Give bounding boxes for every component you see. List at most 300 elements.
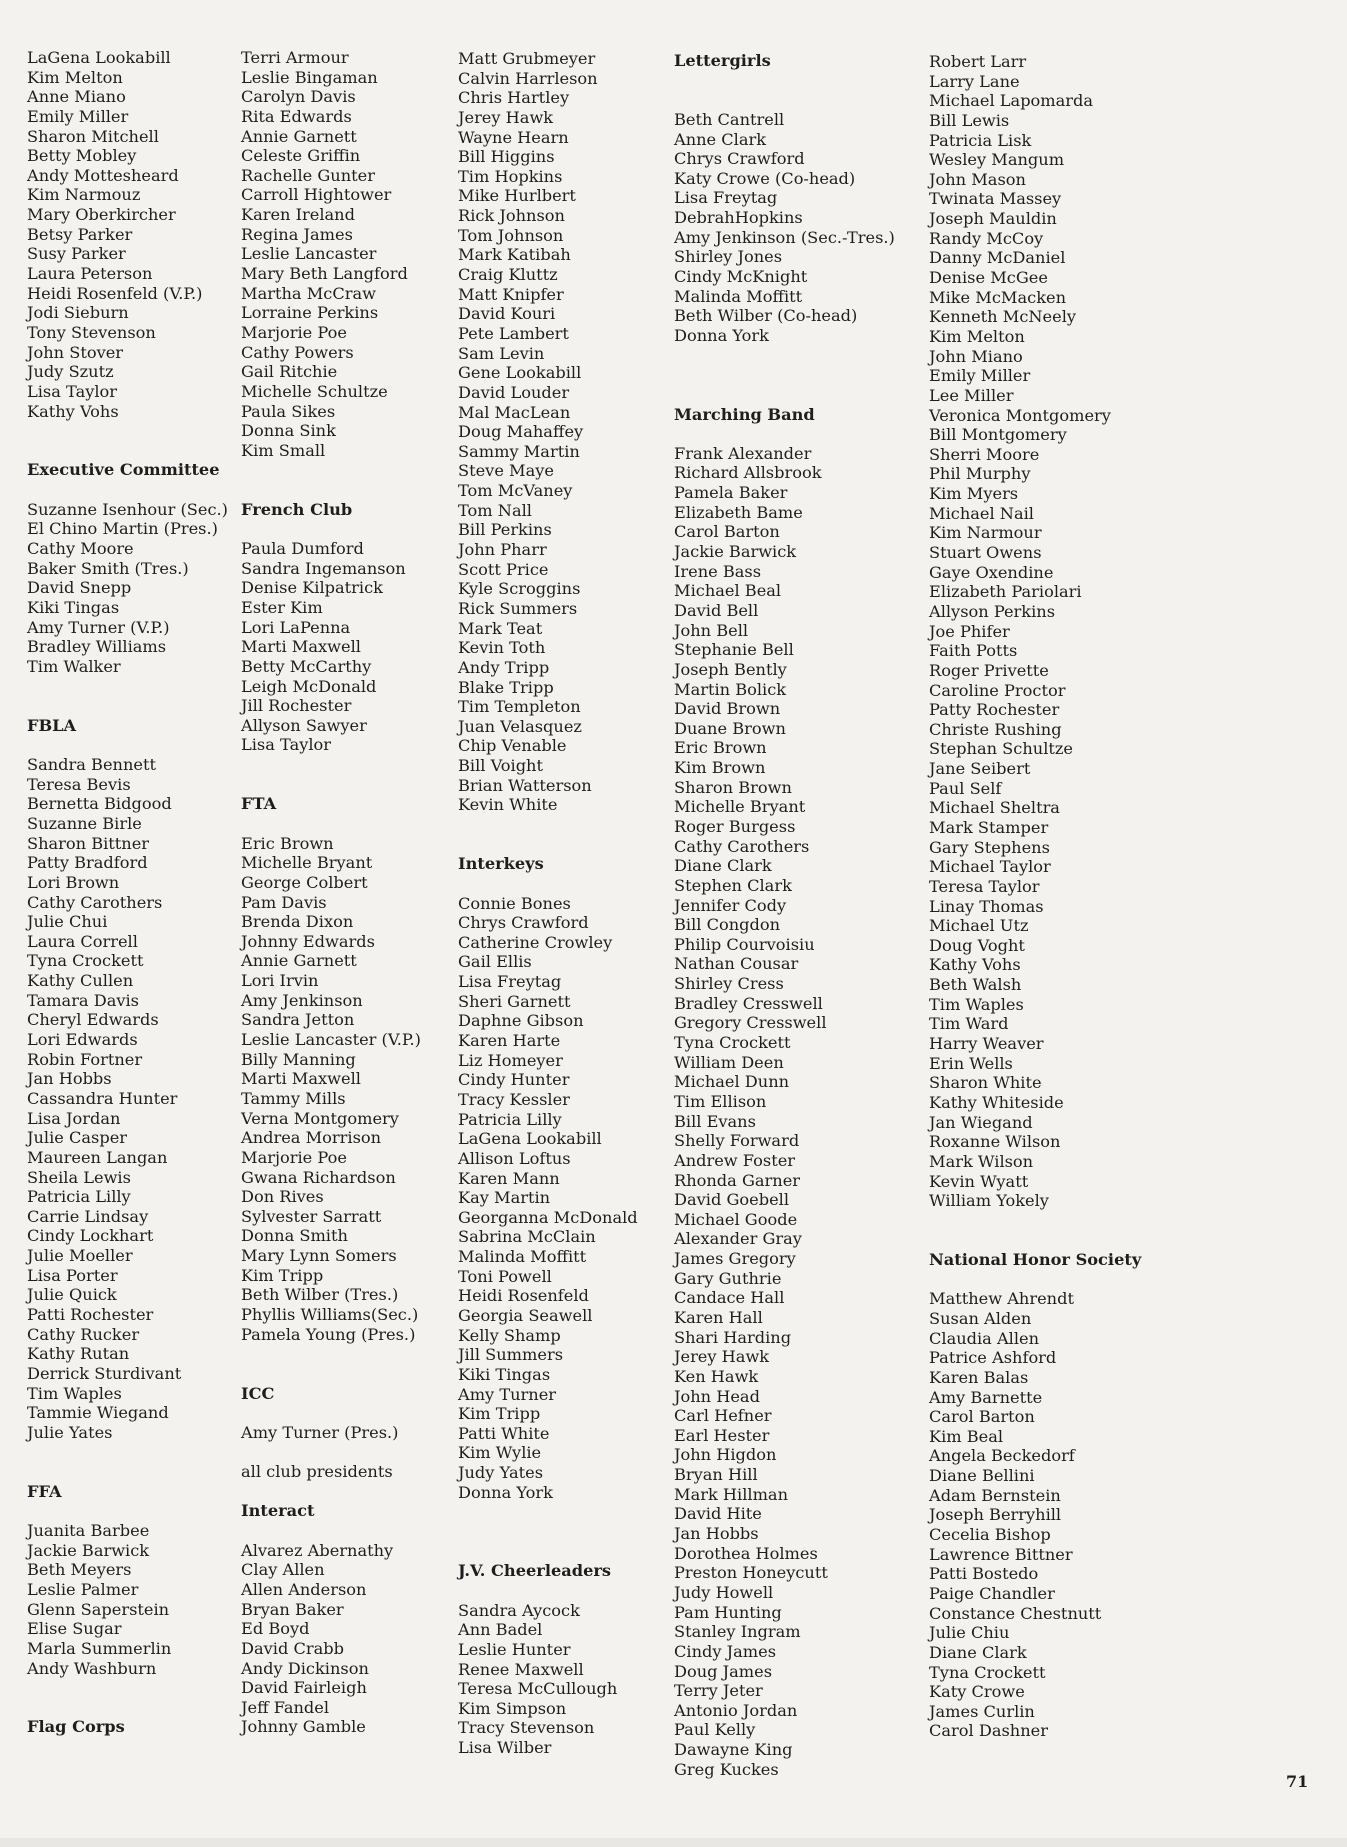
member-name: Bryan Baker: [241, 1599, 344, 1619]
member-name: Susy Parker: [27, 244, 126, 264]
member-name: John Bell: [674, 620, 749, 640]
member-name: Allyson Sawyer: [241, 715, 367, 735]
member-name: Jeff Fandel: [241, 1697, 330, 1717]
member-name: David Brown: [674, 699, 781, 719]
member-name: Bradley Cresswell: [674, 993, 823, 1013]
member-name: Teresa Taylor: [929, 876, 1040, 896]
member-name: Carroll Hightower: [241, 185, 392, 205]
member-name: Elise Sugar: [27, 1619, 122, 1639]
member-name: Lawrence Bittner: [929, 1544, 1073, 1564]
member-name: Betty McCarthy: [241, 656, 372, 676]
member-name: Joseph Bently: [674, 659, 787, 679]
member-name: Tammie Wiegand: [27, 1403, 169, 1423]
member-name: Rick Johnson: [458, 206, 565, 226]
member-name: Elizabeth Bame: [674, 502, 803, 522]
member-name: Beth Cantrell: [674, 109, 785, 129]
member-name: Carl Hefner: [674, 1406, 772, 1426]
roster-column-2: [241, 48, 421, 1737]
member-name: Mary Beth Langford: [241, 264, 408, 284]
member-name: Bill Congdon: [674, 915, 781, 935]
member-name: Carol Dashner: [929, 1721, 1048, 1741]
section-heading: FFA: [27, 1481, 62, 1501]
member-name: Wayne Hearn: [458, 127, 569, 147]
member-name: Denise McGee: [929, 268, 1048, 288]
section-heading: Executive Committee: [27, 460, 220, 480]
member-name: Gregory Cresswell: [674, 1013, 827, 1033]
member-name: Leslie Lancaster: [241, 244, 377, 264]
member-name: Andy Tripp: [458, 657, 550, 677]
member-name: Tom Nall: [458, 500, 532, 520]
member-name: Denise Kilpatrick: [241, 578, 383, 598]
roster-column-3: [458, 49, 638, 1758]
member-name: Sharon Mitchell: [27, 126, 159, 146]
member-name: Jerey Hawk: [458, 107, 554, 127]
member-name: Marjorie Poe: [241, 1147, 347, 1167]
spacer: [241, 1442, 421, 1462]
member-name: Susan Alden: [929, 1309, 1032, 1328]
member-name: Tim Hopkins: [458, 166, 563, 186]
member-name: Doug James: [674, 1661, 773, 1681]
member-name: Chris Hartley: [458, 88, 570, 108]
member-name: Bernetta Bidgood: [27, 794, 172, 814]
member-name: Carrie Lindsay: [27, 1206, 149, 1226]
member-name: Kenneth McNeely: [929, 307, 1077, 327]
member-name: LaGena Lookabill: [27, 48, 171, 67]
member-name: Paul Self: [929, 778, 1002, 798]
member-name: Marti Maxwell: [241, 637, 361, 657]
member-name: Marti Maxwell: [241, 1069, 361, 1089]
member-name: Tyna Crockett: [27, 951, 144, 971]
member-name: Betsy Parker: [27, 224, 133, 244]
member-name: Gail Ritchie: [241, 362, 338, 382]
spacer: [241, 460, 421, 480]
member-name: Amy Jenkinson (Sec.-Tres.): [674, 227, 895, 247]
section-heading: Interact: [241, 1501, 315, 1521]
member-name: Andy Washburn: [27, 1658, 157, 1678]
member-name: Martin Bolick: [674, 679, 787, 699]
member-name: Sharon White: [929, 1073, 1042, 1093]
member-name: Claudia Allen: [929, 1328, 1040, 1348]
spacer: [929, 1230, 1141, 1250]
member-name: Beth Meyers: [27, 1560, 132, 1580]
spacer: [27, 421, 228, 441]
member-name: John Higdon: [674, 1445, 777, 1465]
member-name: David Crabb: [241, 1638, 344, 1658]
member-name: Michael Lapomarda: [929, 91, 1094, 111]
member-name: Lee Miller: [929, 385, 1014, 405]
member-name: David Goebell: [674, 1190, 790, 1210]
member-name: Allison Loftus: [458, 1148, 571, 1168]
member-name: Malinda Moffitt: [674, 286, 803, 306]
member-name: Carol Barton: [929, 1407, 1035, 1427]
member-name: Heidi Rosenfeld: [458, 1286, 589, 1306]
member-name: Blake Tripp: [458, 677, 554, 697]
member-name: Cassandra Hunter: [27, 1088, 178, 1108]
member-name: Beth Walsh: [929, 975, 1022, 995]
spacer: [27, 1462, 228, 1482]
member-name: Cindy James: [674, 1641, 777, 1661]
member-name: Tamara Davis: [27, 990, 139, 1010]
member-name: Pam Hunting: [674, 1602, 782, 1622]
member-name: Brenda Dixon: [241, 912, 354, 932]
member-name: Joseph Berryhill: [929, 1505, 1062, 1525]
member-name: Karen Ireland: [241, 205, 355, 225]
member-name: James Curlin: [929, 1701, 1035, 1721]
member-name: Gary Guthrie: [674, 1268, 782, 1288]
member-name: Richard Allsbrook: [674, 463, 822, 483]
member-name: all club presidents: [241, 1462, 393, 1482]
section-heading: Marching Band: [674, 404, 815, 424]
member-name: Roxanne Wilson: [929, 1132, 1061, 1152]
member-name: Stephan Schultze: [929, 739, 1073, 759]
spacer: [458, 874, 638, 894]
spacer: [241, 775, 421, 795]
member-name: Tim Walker: [27, 656, 121, 676]
member-name: James Gregory: [674, 1249, 796, 1269]
spacer: [27, 441, 228, 461]
roster-column-5: [929, 52, 1141, 1741]
spacer: [27, 677, 228, 697]
member-name: Doug Voght: [929, 935, 1025, 955]
member-name: Connie Bones: [458, 893, 571, 913]
member-name: Paula Dumford: [241, 539, 364, 559]
member-name: Cathy Rucker: [27, 1324, 140, 1344]
member-name: Caroline Proctor: [929, 680, 1066, 700]
member-name: Mark Wilson: [929, 1151, 1034, 1171]
member-name: Amy Turner (V.P.): [27, 617, 170, 637]
member-name: Judy Yates: [458, 1463, 544, 1483]
member-name: Sabrina McClain: [458, 1227, 596, 1247]
spacer: [27, 735, 228, 755]
spacer: [241, 519, 421, 539]
member-name: Karen Balas: [929, 1367, 1029, 1387]
member-name: David Louder: [458, 382, 570, 402]
member-name: Patty Bradford: [27, 853, 148, 873]
member-name: Baker Smith (Tres.): [27, 558, 189, 578]
member-name: David Snepp: [27, 578, 132, 598]
member-name: Pamela Young (Pres.): [241, 1324, 416, 1344]
spacer: [241, 755, 421, 775]
member-name: Roger Privette: [929, 660, 1049, 680]
member-name: Carol Barton: [674, 522, 780, 542]
member-name: Nathan Cousar: [674, 954, 799, 974]
member-name: Michael Dunn: [674, 1072, 790, 1092]
member-name: Doug Mahaffey: [458, 422, 584, 442]
member-name: Sheri Garnett: [458, 991, 571, 1011]
member-name: Donna York: [674, 325, 769, 345]
spacer: [241, 1482, 421, 1502]
member-name: David Hite: [674, 1504, 762, 1524]
spacer: [674, 71, 895, 91]
member-name: DebrahHopkins: [674, 208, 803, 228]
member-name: Roger Burgess: [674, 816, 796, 836]
member-name: David Fairleigh: [241, 1678, 367, 1698]
member-name: Amy Turner: [458, 1384, 557, 1404]
member-name: Rhonda Garner: [674, 1170, 801, 1190]
member-name: Mike McMacken: [929, 287, 1067, 307]
member-name: Brian Watterson: [458, 775, 592, 795]
member-name: Suzanne Birle: [27, 813, 142, 833]
member-name: Adam Bernstein: [929, 1485, 1061, 1505]
member-name: Juan Velasquez: [458, 716, 582, 736]
member-name: Patti White: [458, 1423, 550, 1443]
member-name: Kathy Whiteside: [929, 1092, 1064, 1112]
member-name: Gail Ellis: [458, 952, 532, 972]
member-name: Diane Bellini: [929, 1466, 1035, 1486]
member-name: Stephanie Bell: [674, 640, 794, 660]
member-name: Bill Montgomery: [929, 425, 1067, 445]
member-name: Michael Utz: [929, 916, 1029, 936]
member-name: Toni Powell: [458, 1266, 552, 1286]
member-name: Verna Montgomery: [241, 1108, 399, 1128]
member-name: Lori Edwards: [27, 1030, 138, 1050]
member-name: Michael Taylor: [929, 857, 1051, 877]
member-name: Anne Clark: [674, 129, 767, 149]
member-name: Bill Higgins: [458, 147, 555, 167]
member-name: John Mason: [929, 169, 1026, 189]
member-name: Julie Chiu: [929, 1623, 1010, 1643]
member-name: Stuart Owens: [929, 543, 1042, 563]
member-name: Michelle Bryant: [674, 797, 806, 817]
section-heading: French Club: [241, 499, 353, 519]
member-name: Bill Perkins: [458, 520, 552, 540]
member-name: Earl Hester: [674, 1425, 770, 1445]
member-name: Andy Dickinson: [241, 1658, 369, 1678]
member-name: Tim Waples: [27, 1383, 122, 1403]
member-name: Lisa Jordan: [27, 1108, 121, 1128]
member-name: Julie Yates: [27, 1422, 113, 1442]
member-name: Chip Venable: [458, 736, 567, 756]
member-name: Jan Wiegand: [929, 1112, 1033, 1132]
spacer: [27, 696, 228, 716]
member-name: Kevin Toth: [458, 638, 546, 658]
member-name: Jerey Hawk: [674, 1347, 770, 1367]
member-name: Patricia Lilly: [27, 1187, 131, 1207]
spacer: [674, 424, 895, 444]
section-heading: FTA: [241, 794, 277, 814]
member-name: Calvin Harrleson: [458, 68, 598, 88]
member-name: Kim Melton: [27, 67, 123, 87]
member-name: Kim Narmour: [929, 523, 1042, 543]
member-name: Greg Kuckes: [674, 1759, 779, 1779]
member-name: Randy McCoy: [929, 228, 1044, 248]
page-number: 71: [1286, 1772, 1309, 1791]
member-name: Joseph Mauldin: [929, 209, 1057, 229]
member-name: Lisa Porter: [27, 1265, 118, 1285]
member-name: Kiki Tingas: [27, 597, 120, 617]
member-name: Tyna Crockett: [674, 1033, 791, 1053]
member-name: Jodi Sieburn: [27, 303, 129, 323]
member-name: Stanley Ingram: [674, 1622, 801, 1642]
section-heading: FBLA: [27, 715, 77, 735]
member-name: Robin Fortner: [27, 1049, 143, 1069]
member-name: William Yokely: [929, 1191, 1049, 1211]
spacer: [458, 1542, 638, 1562]
member-name: Donna Sink: [241, 421, 336, 441]
member-name: Lori LaPenna: [241, 617, 351, 637]
member-name: Patti Rochester: [27, 1305, 154, 1324]
spacer: [458, 835, 638, 855]
member-name: Andrea Morrison: [241, 1128, 382, 1148]
member-name: Marla Summerlin: [27, 1638, 172, 1658]
member-name: Dawayne King: [674, 1740, 793, 1760]
page-bottom-edge: [0, 1838, 1347, 1847]
member-name: Matt Knipfer: [458, 284, 564, 304]
member-name: Sam Levin: [458, 343, 545, 363]
member-name: Candace Hall: [674, 1288, 785, 1308]
member-name: LaGena Lookabill: [458, 1129, 602, 1149]
member-name: Carolyn Davis: [241, 87, 356, 107]
member-name: Allyson Perkins: [929, 601, 1056, 621]
member-name: Juanita Barbee: [27, 1521, 150, 1541]
member-name: Celeste Griffin: [241, 146, 361, 166]
member-name: Katy Crowe: [929, 1682, 1025, 1702]
member-name: Chrys Crawford: [458, 913, 589, 933]
spacer: [241, 1344, 421, 1364]
member-name: Ester Kim: [241, 597, 323, 617]
member-name: Johnny Gamble: [241, 1717, 366, 1737]
member-name: Stephen Clark: [674, 875, 792, 895]
member-name: El Chino Martin (Pres.): [27, 519, 218, 539]
member-name: Shari Harding: [674, 1327, 792, 1347]
member-name: Alexander Gray: [674, 1229, 802, 1249]
member-name: Michael Goode: [674, 1209, 798, 1229]
section-heading: Lettergirls: [674, 51, 771, 70]
member-name: Irene Bass: [674, 561, 762, 581]
member-name: Jane Seibert: [929, 759, 1031, 779]
member-name: Mary Oberkircher: [27, 205, 176, 225]
member-name: Kevin White: [458, 795, 558, 815]
member-name: Patrice Ashford: [929, 1348, 1057, 1368]
member-name: Sandra Bennett: [27, 755, 156, 775]
member-name: Joe Phifer: [929, 621, 1010, 641]
member-name: Kim Tripp: [458, 1404, 541, 1424]
member-name: Preston Honeycutt: [674, 1563, 828, 1583]
member-name: Kim Myers: [929, 484, 1019, 504]
member-name: Chrys Crawford: [674, 149, 805, 169]
member-name: Jill Summers: [458, 1345, 564, 1365]
member-name: Dorothea Holmes: [674, 1543, 818, 1563]
member-name: Mark Stamper: [929, 817, 1049, 837]
member-name: Annie Garnett: [241, 951, 357, 971]
member-name: Wesley Mangum: [929, 150, 1065, 170]
member-name: Leigh McDonald: [241, 676, 377, 696]
member-name: Lorraine Perkins: [241, 303, 379, 323]
member-name: Matt Grubmeyer: [458, 49, 596, 68]
member-name: Phyllis Williams(Sec.): [241, 1305, 419, 1324]
member-name: Kim Narmouz: [27, 185, 141, 205]
member-name: Kathy Vohs: [929, 955, 1021, 975]
member-name: Gary Stephens: [929, 837, 1050, 857]
member-name: Phil Murphy: [929, 464, 1031, 484]
member-name: Ken Hawk: [674, 1366, 759, 1386]
member-name: Judy Szutz: [27, 362, 114, 382]
member-name: Antonio Jordan: [674, 1700, 798, 1720]
member-name: Tom McVaney: [458, 481, 573, 501]
member-name: Eric Brown: [674, 738, 767, 758]
member-name: Kim Beal: [929, 1426, 1004, 1446]
member-name: Kim Tripp: [241, 1265, 324, 1285]
member-name: Allen Anderson: [241, 1579, 367, 1599]
member-name: Kim Melton: [929, 326, 1025, 346]
member-name: Larry Lane: [929, 71, 1020, 91]
member-name: Cathy Moore: [27, 539, 134, 559]
member-name: Lisa Taylor: [241, 735, 332, 755]
spacer: [458, 1581, 638, 1601]
member-name: Bill Evans: [674, 1111, 756, 1131]
section-heading: National Honor Society: [929, 1250, 1142, 1270]
member-name: Kevin Wyatt: [929, 1171, 1029, 1191]
member-name: Renee Maxwell: [458, 1659, 584, 1679]
member-name: Donna Smith: [241, 1226, 348, 1246]
member-name: John Head: [674, 1386, 760, 1406]
spacer: [241, 814, 421, 834]
member-name: Liz Homeyer: [458, 1050, 563, 1070]
spacer: [674, 365, 895, 385]
member-name: Mike Hurlbert: [458, 186, 576, 206]
member-name: Robert Larr: [929, 52, 1027, 71]
member-name: Kelly Shamp: [458, 1325, 561, 1345]
member-name: Jill Rochester: [241, 696, 352, 716]
member-name: Leslie Bingaman: [241, 67, 378, 87]
section-heading: ICC: [241, 1383, 275, 1403]
member-name: Constance Chestnutt: [929, 1603, 1102, 1623]
member-name: Ann Badel: [458, 1620, 543, 1640]
member-name: Karen Hall: [674, 1308, 763, 1327]
member-name: Kyle Scroggins: [458, 579, 581, 599]
member-name: Lori Irvin: [241, 971, 319, 991]
member-name: Jan Hobbs: [27, 1069, 112, 1089]
member-name: Tim Waples: [929, 994, 1024, 1014]
member-name: Paula Sikes: [241, 401, 336, 421]
member-name: Leslie Hunter: [458, 1639, 571, 1659]
member-name: Eric Brown: [241, 833, 334, 853]
member-name: Leslie Lancaster (V.P.): [241, 1030, 421, 1050]
member-name: Martha McCraw: [241, 283, 376, 303]
member-name: Maureen Langan: [27, 1147, 168, 1167]
member-name: Beth Wilber (Tres.): [241, 1285, 399, 1305]
member-name: Veronica Montgomery: [929, 405, 1111, 425]
member-name: Mal MacLean: [458, 402, 571, 422]
member-name: Bradley Williams: [27, 637, 167, 657]
member-name: Rachelle Gunter: [241, 165, 375, 185]
member-name: Faith Potts: [929, 641, 1018, 661]
member-name: Lisa Freytag: [674, 188, 778, 208]
member-name: Cecelia Bishop: [929, 1525, 1051, 1545]
member-name: Rick Summers: [458, 598, 578, 618]
spacer: [27, 1501, 228, 1521]
member-name: Tom Johnson: [458, 225, 564, 245]
member-name: Cathy Carothers: [27, 892, 163, 912]
member-name: Kim Small: [241, 440, 326, 460]
section-heading: Flag Corps: [27, 1717, 125, 1737]
member-name: Kathy Rutan: [27, 1344, 130, 1364]
member-name: Gene Lookabill: [458, 363, 582, 383]
spacer: [241, 480, 421, 500]
member-name: Jennifer Cody: [674, 895, 787, 915]
member-name: Katy Crowe (Co-head): [674, 168, 856, 188]
spacer: [27, 480, 228, 500]
member-name: Clay Allen: [241, 1560, 325, 1580]
member-name: Kim Simpson: [458, 1698, 567, 1718]
member-name: Danny McDaniel: [929, 248, 1066, 268]
member-name: Kim Brown: [674, 758, 766, 778]
roster-column-4: [674, 51, 895, 1779]
member-name: Mark Katibah: [458, 245, 571, 265]
member-name: Laura Peterson: [27, 264, 153, 284]
member-name: Anne Miano: [27, 87, 126, 107]
member-name: John Stover: [27, 342, 124, 362]
